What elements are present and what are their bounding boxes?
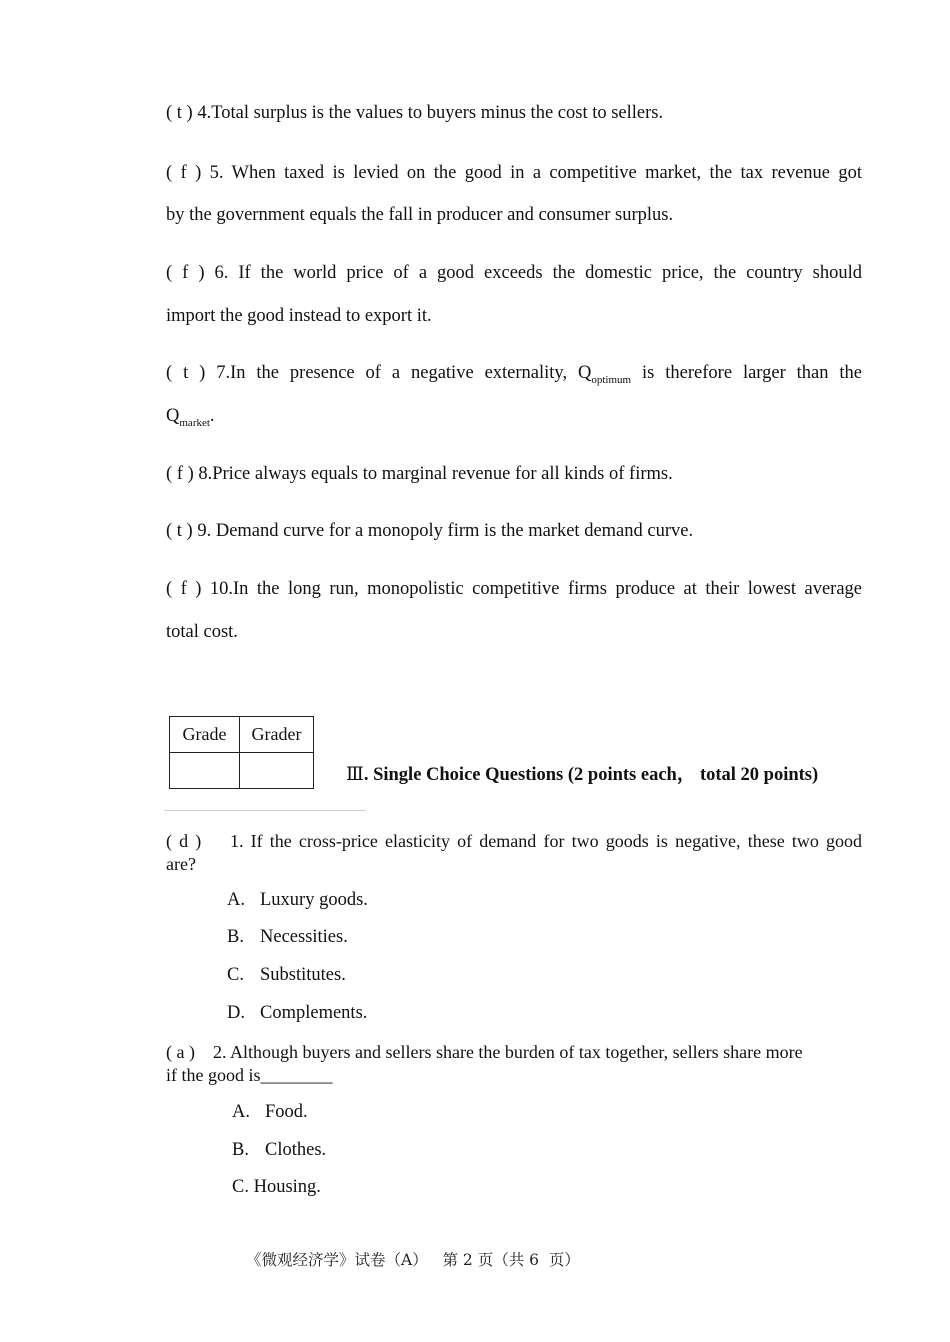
grade-table (169, 716, 314, 789)
tf-text: In the long run, monopolistic competitive firms produce at their lowest average (233, 579, 862, 599)
tf-item-10-line1 (166, 578, 862, 600)
sc-answer: ( a ) (166, 1042, 195, 1062)
tf-number: 10. (209, 579, 234, 599)
separator-line (164, 810, 366, 811)
grade-cell[interactable] (170, 753, 240, 789)
page-footer: 《微观经济学》试卷（A） 第 2 页（共 6 页） (246, 1251, 580, 1269)
tf-item-9 (166, 520, 862, 542)
tf-text: Price always equals to marginal revenue for all kinds of firms. (212, 464, 673, 484)
option-text: Complements. (260, 1003, 368, 1023)
option-text: Food. (265, 1102, 308, 1122)
tf-item-4 (166, 102, 862, 124)
tf-answer: ( t ) (166, 521, 193, 541)
option-text: Luxury goods. (260, 890, 368, 910)
subscript-optimum: optimum (591, 374, 632, 386)
sc-q2-option-b (232, 1139, 326, 1161)
section-title-text: . Single Choice Questions (2 points each， total 20 points) (363, 765, 819, 785)
tf-number: 4. (197, 103, 212, 123)
tf-text: Q (166, 406, 180, 426)
tf-item-5-line2: by the government equals the fall in producer and consumer surplus. (166, 205, 674, 225)
sc-text: Although buyers and sellers share the burden of tax together, sellers share more (226, 1042, 803, 1062)
tf-number: 5. (209, 163, 224, 183)
tf-item-5-line1 (166, 162, 862, 184)
section-numeral: Ⅲ (346, 765, 364, 785)
tf-answer: ( f ) (166, 579, 202, 599)
tf-item-6-line1 (166, 262, 862, 284)
tf-text: Demand curve for a monopoly firm is the market demand curve. (211, 521, 694, 541)
tf-text: Total surplus is the values to buyers minus the cost to sellers. (211, 103, 664, 123)
tf-text: is therefore larger than the (631, 363, 863, 383)
sc-text: If the cross-price elasticity of demand for two goods is negative, these two good (243, 831, 863, 851)
tf-item-7-line2 (166, 405, 862, 427)
option-letter: B. (227, 927, 244, 947)
sc-number: 2. (212, 1042, 227, 1062)
option-text: Clothes. (265, 1140, 327, 1160)
option-letter: A. (232, 1102, 250, 1122)
tf-number: 9. (197, 521, 212, 541)
sc-question-2-line1 (166, 1041, 858, 1064)
tf-answer: ( t ) (166, 103, 193, 123)
sc-number: 1. (229, 831, 244, 851)
sc-q2-option-c (232, 1176, 321, 1198)
tf-answer: ( t ) (166, 363, 206, 383)
option-letter: A. (227, 890, 245, 910)
grade-header: Grade (170, 717, 240, 753)
sc-question-2-line2: if the good is________ (166, 1065, 333, 1085)
sc-q1-option-d (227, 1002, 367, 1024)
tf-number: 6. (214, 263, 229, 283)
tf-answer: ( f ) (166, 263, 205, 283)
section-title (346, 764, 818, 786)
tf-item-8 (166, 463, 862, 485)
sc-q1-option-c (227, 964, 346, 986)
tf-answer: ( f ) (166, 163, 202, 183)
option-letter: B. (232, 1140, 249, 1160)
option-letter: D. (227, 1003, 245, 1023)
sc-answer: ( d ) (166, 831, 202, 851)
sc-question-1-line1 (166, 830, 862, 853)
grade-table-value-row (170, 753, 314, 789)
tf-number: 8. (198, 464, 213, 484)
grader-cell[interactable] (240, 753, 314, 789)
tf-item-10-line2: total cost. (166, 622, 238, 642)
option-text: Substitutes. (260, 965, 346, 985)
tf-item-6-line2: import the good instead to export it. (166, 306, 432, 326)
subscript-market: market (179, 417, 210, 429)
tf-text: When taxed is levied on the good in a competitive market, the tax revenue got (223, 163, 863, 183)
sc-q1-option-b (227, 926, 348, 948)
tf-text: . (209, 406, 215, 426)
option-letter: C. (232, 1177, 249, 1197)
tf-item-7-line1 (166, 362, 862, 384)
sc-question-1-line2: are? (166, 854, 196, 874)
option-letter: C. (227, 965, 244, 985)
sc-q2-option-a (232, 1101, 308, 1123)
tf-answer: ( f ) (166, 464, 194, 484)
tf-text: In the presence of a negative externality, Q (230, 363, 592, 383)
grader-header: Grader (240, 717, 314, 753)
tf-number: 7. (216, 363, 231, 383)
option-text: Housing. (253, 1177, 321, 1197)
sc-q1-option-a (227, 889, 368, 911)
option-text: Necessities. (260, 927, 348, 947)
tf-text: If the world price of a good exceeds the domestic price, the country should (228, 263, 862, 283)
grade-table-header-row (170, 717, 314, 753)
